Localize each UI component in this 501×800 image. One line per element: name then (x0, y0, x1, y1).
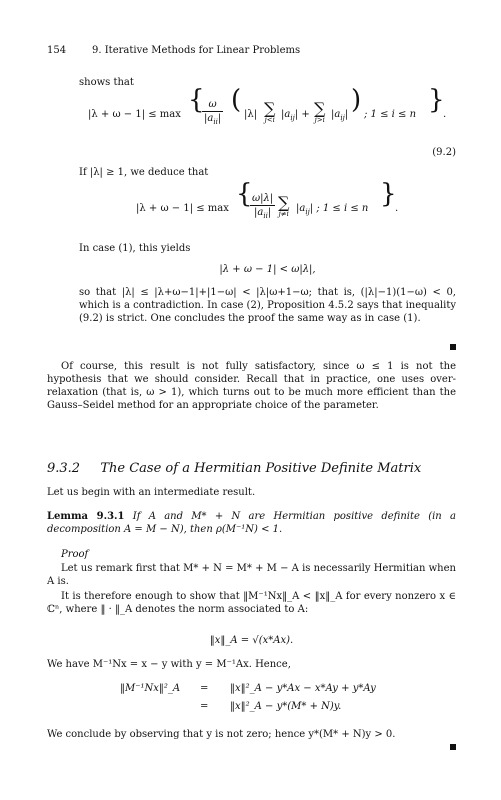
eq1-term1: |λ| (244, 109, 258, 120)
paragraph-enough: It is therefore enough to show that ‖M⁻¹Nx‖_A < ‖x‖_A for every nonzero x ∈ ℂⁿ, where ‖ · ‖_A denotes the norm associated to A: (47, 591, 456, 615)
eq2-fraction: ω|λ| $|a_{ii}|$ (252, 193, 274, 220)
paragraph-case-1: In case (1), this yields (79, 243, 191, 254)
lemma-label: Lemma 9.3.1 (47, 511, 125, 522)
lemma (47, 510, 456, 536)
paragraph-shows-that: shows that (79, 77, 134, 88)
eq1-sum-2: ∑ j>i (314, 99, 326, 124)
paragraph-conclude: We conclude by observing that y is not zero; hence y*(M* + N)y > 0. (47, 729, 396, 740)
equation-2: |λ + ω − 1| ≤ max { ω|λ| $|a_{ii}|$ ∑ j≠i $|a_{ij}|$ ; 1 ≤ i ≤ n } . (136, 186, 456, 230)
paragraph-if-lambda: If |λ| ≥ 1, we deduce that (79, 167, 209, 178)
eq1-range: ; 1 ≤ i ≤ n (364, 109, 417, 120)
eq5-rhs-2: ‖x‖²_A − y*(M* + N)y. (230, 701, 342, 712)
section-title: The Case of a Hermitian Positive Definite Matrix (100, 461, 422, 476)
eq5-rhs-1: ‖x‖²_A − y*Ax − x*Ay + y*Ay (230, 683, 376, 694)
eq1-fraction: ω $|a_{ii}|$ (204, 99, 222, 126)
eq1-sum-1: ∑ j<i (264, 99, 276, 124)
paragraph-remark: Let us remark first that M* + N = M* + M − A is necessarily Hermitian when A is. (47, 563, 456, 587)
lemma-text: If A and M* + N are Hermitian positive definite (in a decomposition A = M − N), then ρ(M⁻¹N) < 1. (47, 511, 456, 535)
equation-norm: ‖x‖_A = √(x*Ax). (209, 635, 294, 646)
equation-9-2: |λ + ω − 1| ≤ max { ω $|a_{ii}|$ ( |λ| ∑ j<i $|a_{ij}|$ + ∑ j>i $|a_{ij}|$ ) ; 1 ≤ i ≤ n } . (88, 92, 456, 136)
paragraph-we-have: We have M⁻¹Nx = x − y with y = M⁻¹Ax. Hence, (47, 659, 291, 670)
running-title: 9. Iterative Methods for Linear Problems (92, 45, 301, 56)
qed-mark-end (450, 744, 456, 750)
section-number: 9.3.2 (47, 461, 81, 476)
equation-number-9-2: (9.2) (432, 147, 456, 158)
qed-mark (450, 344, 456, 350)
eq2-sum: ∑ j≠i (278, 193, 290, 218)
paragraph-intermediate: Let us begin with an intermediate result. (47, 487, 256, 498)
page-number: 154 (47, 45, 67, 56)
paragraph-of-course: Of course, this result is not fully satisfactory, since ω ≤ 1 is not the hypothesis that we should consider. Recall that in practice, one uses over-relaxation (that is, ω > 1), which turns out to be much more efficient than the Gauss–Seidel method for an appropriate choice of the parameter. (47, 361, 456, 411)
equation-5: ‖M⁻¹Nx‖²_A = ‖x‖²_A − y*Ax − x*Ay + y*Ay = ‖x‖²_A − y*(M* + N)y. (120, 683, 376, 712)
paragraph-so-that: so that |λ| ≤ |λ+ω−1|+|1−ω| < |λ|ω+1−ω; that is, (|λ|−1)(1−ω) < 0, which is a contradiction. In case (2), Proposition 4.5.2 says that inequality (9.2) is strict. One concludes the proof the same way as in case (1). (79, 287, 456, 324)
eq5-lhs: ‖M⁻¹Nx‖²_A (120, 683, 181, 694)
equation-3: |λ + ω − 1| < ω|λ|, (219, 264, 316, 275)
section-heading (47, 462, 456, 475)
eq1-lhs: |λ + ω − 1| ≤ max (88, 109, 181, 120)
proof-label: Proof (61, 549, 89, 560)
